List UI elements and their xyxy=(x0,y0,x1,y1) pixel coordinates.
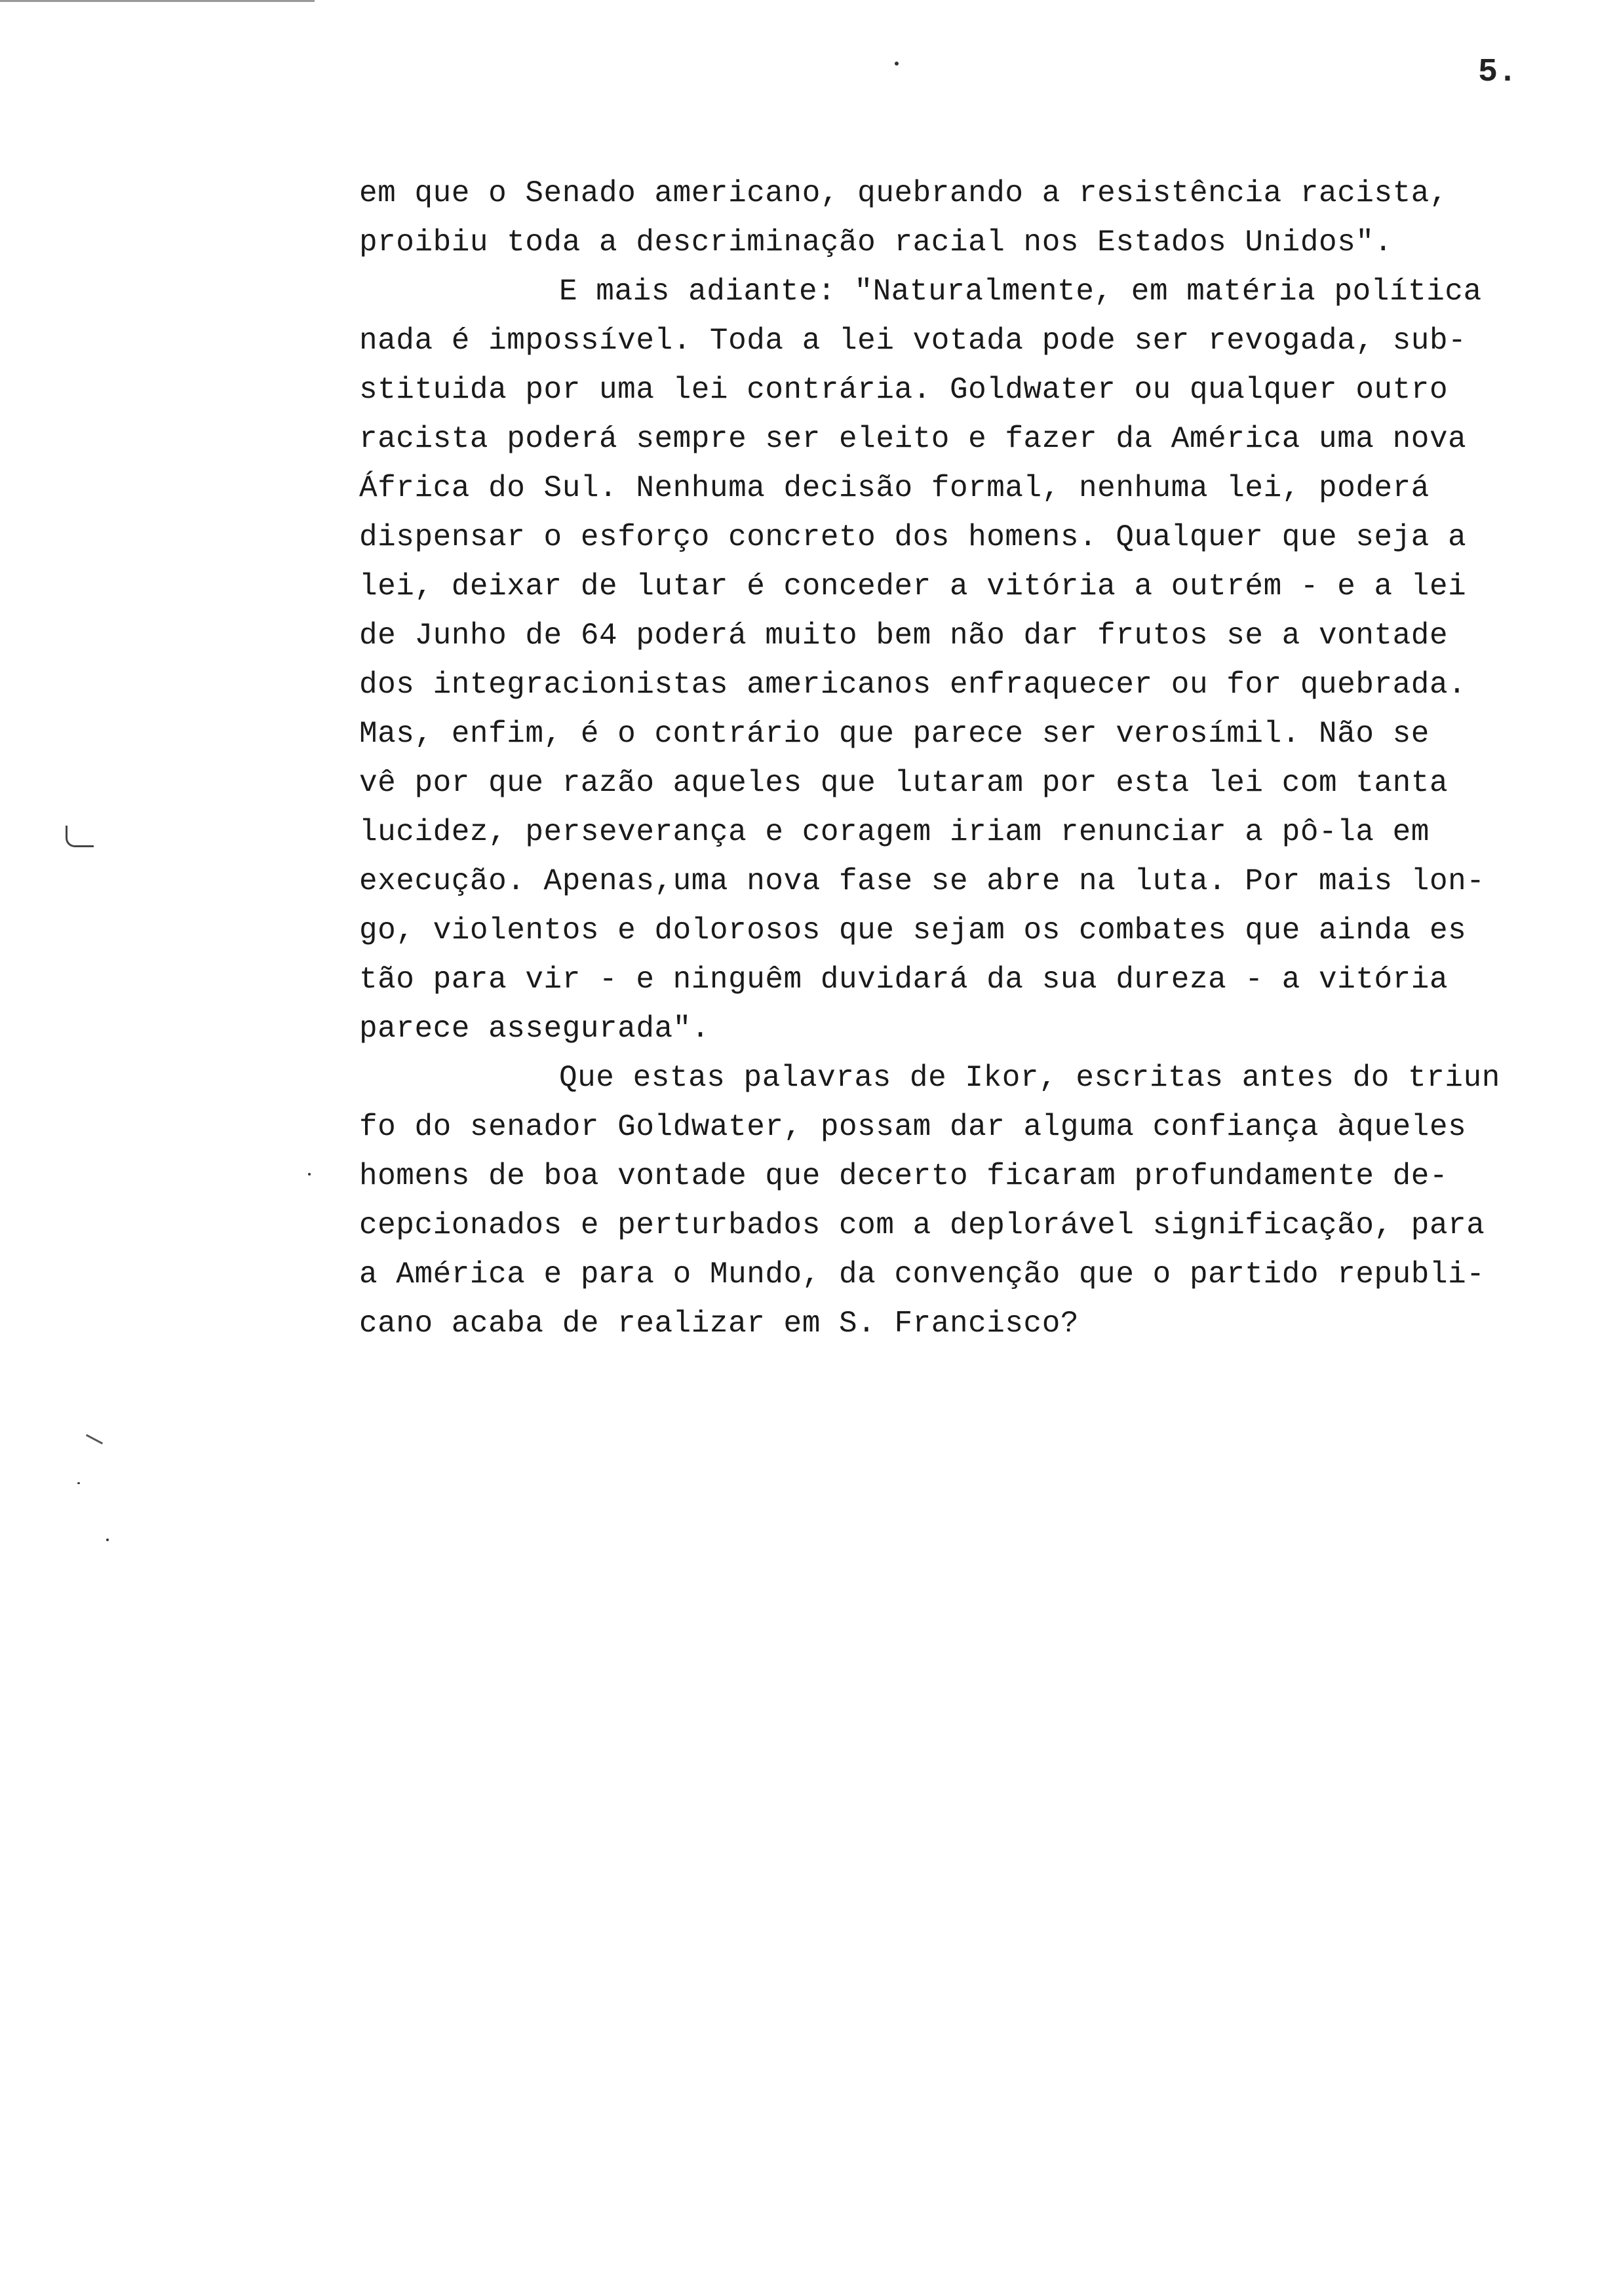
text-line: África do Sul. Nenhuma decisão formal, nenhuma lei, poderá xyxy=(359,471,1430,505)
text-line: Que estas palavras de Ikor, escritas antes do triun xyxy=(559,1061,1500,1095)
page-number: 5. xyxy=(1478,54,1518,91)
text-line: cano acaba de realizar em S. Francisco? xyxy=(359,1307,1080,1341)
text-line: racista poderá sempre ser eleito e fazer da América uma nova xyxy=(359,422,1467,456)
body-text xyxy=(359,169,1605,1349)
text-line: stituida por uma lei contrária. Goldwater ou qualquer outro xyxy=(359,373,1449,407)
text-line: lucidez, perseverança e coragem iriam renunciar a pô-la em xyxy=(359,815,1430,849)
text-line: go, violentos e dolorosos que sejam os combates que ainda es xyxy=(359,913,1467,947)
text-line: cepcionados e perturbados com a deplorável significação, para xyxy=(359,1208,1485,1242)
text-line: de Junho de 64 poderá muito bem não dar frutos se a vontade xyxy=(359,619,1449,653)
text-line: dos integracionistas americanos enfraquecer ou for quebrada. xyxy=(359,668,1467,702)
text-line: proibiu toda a descriminação racial nos Estados Unidos". xyxy=(359,225,1393,259)
text-line: dispensar o esforço concreto dos homens. Qualquer que seja a xyxy=(359,520,1467,554)
ink-speck xyxy=(308,1173,311,1176)
text-line: em que o Senado americano, quebrando a resistência racista, xyxy=(359,176,1449,210)
ink-speck xyxy=(895,62,899,66)
top-edge-rule xyxy=(0,0,315,2)
ink-speck xyxy=(106,1539,109,1541)
text-line: execução. Apenas,uma nova fase se abre na luta. Por mais lon- xyxy=(359,864,1485,898)
text-line: fo do senador Goldwater, possam dar alguma confiança àqueles xyxy=(359,1110,1467,1144)
text-line: tão para vir - e ninguêm duvidará da sua dureza - a vitória xyxy=(359,963,1449,997)
ink-speck xyxy=(77,1482,80,1484)
text-line: homens de boa vontade que decerto ficaram profundamente de- xyxy=(359,1159,1449,1193)
text-line: lei, deixar de lutar é conceder a vitória a outrém - e a lei xyxy=(359,569,1467,603)
text-line: parece assegurada". xyxy=(359,1012,710,1046)
margin-pencil-tick xyxy=(86,1434,103,1445)
text-line: a América e para o Mundo, da convenção que o partido republi- xyxy=(359,1257,1485,1292)
text-line: Mas, enfim, é o contrário que parece ser verosímil. Não se xyxy=(359,717,1430,751)
text-line: vê por que razão aqueles que lutaram por esta lei com tanta xyxy=(359,766,1449,800)
text-line: nada é impossível. Toda a lei votada pode ser revogada, sub- xyxy=(359,324,1467,358)
text-line: E mais adiante: "Naturalmente, em matéria política xyxy=(559,275,1482,309)
margin-pencil-mark xyxy=(66,826,94,847)
